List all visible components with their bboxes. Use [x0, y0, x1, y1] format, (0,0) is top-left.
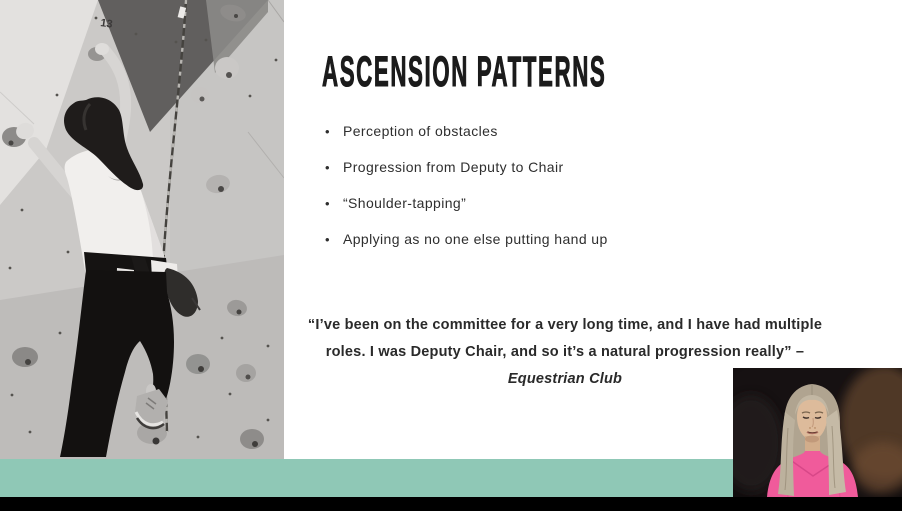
- bullet-item: [325, 160, 655, 175]
- bullet-text: “Shoulder-tapping”: [343, 195, 467, 211]
- bullet-dot-icon: •: [325, 160, 330, 175]
- bullet-item: [325, 232, 655, 247]
- bullet-item: [325, 196, 655, 211]
- bullet-dot-icon: •: [325, 124, 330, 139]
- bullet-text: Perception of obstacles: [343, 123, 498, 139]
- slide-title: [322, 50, 622, 96]
- quote-text: “I’ve been on the committee for a very long time, and I have had multiple roles. I was Deputy Chair, and so it’s a natural progression really” –: [307, 317, 823, 360]
- webcam-art: [733, 368, 902, 497]
- climbing-photo: [0, 0, 284, 459]
- slide-title-text: ASCENSION PATTERNS: [322, 50, 607, 96]
- bullet-text: Progression from Deputy to Chair: [343, 159, 564, 175]
- climbing-photo-art: [0, 0, 284, 459]
- quote-attribution: Equestrian Club: [507, 371, 623, 387]
- bullet-dot-icon: •: [325, 196, 330, 211]
- bullet-text: Applying as no one else putting hand up: [343, 231, 608, 247]
- route-label: 13: [99, 17, 114, 31]
- bullet-item: [325, 124, 655, 139]
- bullet-list: [325, 124, 655, 268]
- webcam-video[interactable]: [733, 368, 902, 497]
- letterbox-bar: [0, 497, 902, 511]
- bullet-dot-icon: •: [325, 232, 330, 247]
